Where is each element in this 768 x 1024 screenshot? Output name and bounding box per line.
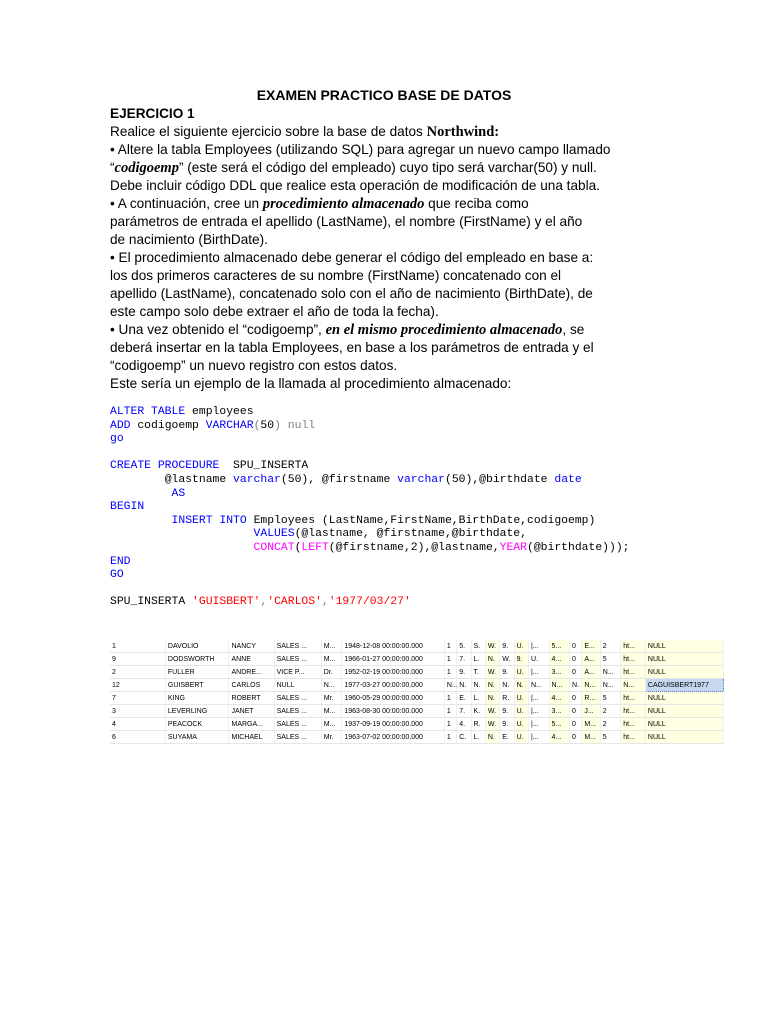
result-row [110, 731, 724, 744]
result-cell[interactable]: MARGA... [229, 718, 274, 731]
result-cell[interactable]: M... [321, 718, 342, 731]
result-cell[interactable]: 5... [549, 640, 570, 653]
result-cell[interactable]: VICE P... [274, 666, 321, 679]
result-cell[interactable]: Dr. [321, 666, 342, 679]
bullet-2-line-2: parámetros de entrada el apellido (LastName), el nombre (FirstName) y el año [110, 214, 583, 229]
result-cell[interactable]: MICHAEL [229, 731, 274, 744]
result-cell[interactable]: 2 [110, 666, 165, 679]
bullet-2-line-1 [110, 195, 650, 213]
result-cell[interactable]: NULL [645, 653, 723, 666]
result-cell[interactable]: N... [600, 666, 621, 679]
sql-keyword: go [110, 433, 124, 446]
open-quote: “ [110, 160, 115, 175]
result-row [110, 653, 724, 666]
result-cell[interactable]: A... [582, 653, 600, 666]
result-cell[interactable]: M... [582, 731, 600, 744]
result-cell[interactable]: W. [485, 666, 499, 679]
intro-text: Realice el siguiente ejercicio sobre la base de datos [110, 124, 427, 139]
result-cell[interactable]: E... [582, 640, 600, 653]
result-cell[interactable]: R. [471, 718, 485, 731]
sql-text: Employees (LastName,FirstName,BirthDate,codigoemp) [246, 514, 596, 527]
bullet-1-line-2 [110, 159, 650, 177]
result-cell[interactable]: R. [500, 692, 514, 705]
result-cell[interactable]: 5 [600, 653, 621, 666]
sql-keyword: CREATE PROCEDURE [110, 460, 220, 473]
bullet-4-line-3: “codigoemp” un nuevo registro con estos datos. [110, 358, 398, 373]
result-cell[interactable]: 0 [570, 731, 582, 744]
result-cell[interactable]: K. [471, 705, 485, 718]
result-row [110, 679, 724, 692]
sql-text: SPU_INSERTA [110, 596, 193, 609]
result-cell[interactable]: U. [514, 666, 528, 679]
code-line [110, 556, 630, 570]
sql-keyword: GO [110, 569, 124, 582]
result-cell[interactable]: T. [471, 666, 485, 679]
sql-text: (50), @firstname [280, 473, 398, 486]
result-cell[interactable]: U. [514, 692, 528, 705]
code-line [110, 569, 630, 583]
result-cell[interactable]: 4... [549, 653, 570, 666]
result-cell[interactable]: W. [485, 705, 499, 718]
result-cell[interactable]: 4... [549, 692, 570, 705]
result-cell[interactable]: 9. [500, 718, 514, 731]
result-cell[interactable]: ANDRE... [229, 666, 274, 679]
result-cell[interactable]: SALES ... [274, 692, 321, 705]
result-cell[interactable]: 0 [570, 653, 582, 666]
code-line [110, 528, 630, 542]
result-cell[interactable]: 9. [500, 666, 514, 679]
query-result-grid [110, 640, 724, 744]
result-cell[interactable]: N... [444, 679, 456, 692]
result-cell[interactable]: N... [549, 679, 570, 692]
result-cell[interactable]: U. [514, 640, 528, 653]
sql-type: date [554, 473, 582, 486]
sql-keyword: VALUES [253, 528, 295, 541]
code-line [110, 406, 630, 420]
result-cell[interactable]: 1 [444, 705, 456, 718]
bullet-4-line-1 [110, 321, 650, 339]
result-cell[interactable]: 2 [600, 640, 621, 653]
result-row [110, 705, 724, 718]
bullet-2-line-3: de nacimiento (BirthDate). [110, 232, 268, 247]
code-line [110, 460, 630, 474]
sql-type: VARCHAR [205, 419, 254, 432]
result-cell[interactable]: 3 [110, 705, 165, 718]
result-cell[interactable]: N... [321, 679, 342, 692]
result-cell[interactable]: 12 [110, 679, 165, 692]
result-cell[interactable]: 1 [444, 692, 456, 705]
result-cell[interactable]: M... [321, 640, 342, 653]
result-cell[interactable]: W. [485, 640, 499, 653]
result-cell[interactable]: N. [485, 679, 499, 692]
sql-indent [110, 515, 172, 527]
result-cell[interactable]: 4 [110, 718, 165, 731]
result-cell[interactable]: 6 [110, 731, 165, 744]
result-cell[interactable]: KING [165, 692, 229, 705]
result-cell[interactable]: 1977-03-27 00:00:00.000 [342, 679, 445, 692]
result-cell[interactable]: 2 [600, 705, 621, 718]
result-cell[interactable]: J... [582, 705, 600, 718]
result-cell[interactable]: U. [514, 731, 528, 744]
result-cell[interactable]: N. [485, 653, 499, 666]
result-cell[interactable]: |... [528, 731, 549, 744]
result-cell[interactable]: 7 [110, 692, 165, 705]
result-cell[interactable]: NULL [645, 731, 723, 744]
bullet-1-line-1: • Altere la tabla Employees (utilizando SQL) para agregar un nuevo campo llamado [110, 142, 611, 157]
result-cell[interactable]: C. [457, 731, 471, 744]
result-cell[interactable]: 1 [444, 666, 456, 679]
result-cell[interactable]: 5 [600, 731, 621, 744]
result-cell[interactable]: NULL [645, 692, 723, 705]
result-cell[interactable]: ht... [621, 731, 646, 744]
result-cell[interactable]: SALES ... [274, 731, 321, 744]
sql-text: (@lastname, @firstname,@birthdate, [294, 528, 527, 541]
sql-keyword: ALTER TABLE [110, 406, 186, 418]
result-cell[interactable]: 1 [444, 718, 456, 731]
result-cell[interactable]: |... [528, 666, 549, 679]
result-cell[interactable]: NULL [645, 640, 723, 653]
sql-function: LEFT [301, 541, 329, 554]
code-line [110, 501, 630, 515]
result-cell[interactable]: 4... [549, 731, 570, 744]
result-cell[interactable]: CARLOS [229, 679, 274, 692]
result-cell[interactable]: SALES ... [274, 640, 321, 653]
result-cell[interactable]: M... [321, 705, 342, 718]
result-cell[interactable]: PEACOCK [165, 718, 229, 731]
sql-keyword: AS [171, 487, 186, 500]
code-line-blank [110, 583, 630, 597]
result-cell[interactable]: N. [457, 679, 471, 692]
code-line-blank [110, 447, 630, 461]
exercise-heading: EJERCICIO 1 [110, 106, 195, 121]
result-cell[interactable]: 0 [570, 718, 582, 731]
bullet-4-line-2: deberá insertar en la tabla Employees, en base a los parámetros de entrada y el [110, 340, 594, 355]
sql-indent [110, 488, 172, 500]
result-cell[interactable]: U. [528, 653, 549, 666]
sql-keyword: INSERT INTO [171, 514, 247, 527]
bullet-2-emphasis: procedimiento almacenado [262, 196, 425, 212]
result-cell[interactable]: 1 [444, 731, 456, 744]
result-cell[interactable]: N. [485, 731, 499, 744]
result-cell[interactable]: DODSWORTH [165, 653, 229, 666]
result-cell[interactable]: N. [485, 692, 499, 705]
sql-text: codigoemp [130, 419, 206, 432]
result-cell[interactable]: 1963-08-30 00:00:00.000 [342, 705, 445, 718]
intro-line [110, 123, 650, 141]
result-cell[interactable]: U. [514, 718, 528, 731]
result-cell[interactable]: NULL [645, 666, 723, 679]
exercise-text [110, 105, 650, 393]
result-cell[interactable]: N... [600, 679, 621, 692]
sql-function: CONCAT [253, 541, 295, 554]
result-cell[interactable]: SALES ... [274, 718, 321, 731]
result-cell[interactable]: 1 [444, 640, 456, 653]
result-cell[interactable]: A... [582, 666, 600, 679]
result-cell[interactable]: DAVOLIO [165, 640, 229, 653]
result-cell[interactable]: L. [471, 692, 485, 705]
sql-punct: ( [253, 419, 261, 432]
bullet-3-line-1: • El procedimiento almacenado debe generar el código del empleado en base a: [110, 250, 594, 265]
result-cell[interactable]: N. [570, 679, 582, 692]
sql-keyword: BEGIN [110, 501, 145, 514]
result-cell[interactable]: SALES ... [274, 653, 321, 666]
result-cell[interactable]: 9. [457, 666, 471, 679]
sql-null: null [280, 419, 316, 432]
result-cell[interactable]: S. [471, 640, 485, 653]
sql-type: varchar [233, 473, 281, 486]
result-cell[interactable]: 3... [549, 666, 570, 679]
result-cell[interactable]: W. [485, 718, 499, 731]
result-cell[interactable]: 1 [110, 640, 165, 653]
result-cell[interactable]: 4. [457, 718, 471, 731]
result-cell[interactable]: R... [582, 692, 600, 705]
sql-keyword: END [110, 555, 131, 568]
result-row [110, 666, 724, 679]
field-name: codigoemp [114, 160, 179, 176]
sql-indent [110, 542, 254, 554]
bullet-4-line-4: Este sería un ejemplo de la llamada al procedimiento almacenado: [110, 376, 512, 391]
result-cell[interactable]: 5. [457, 640, 471, 653]
result-cell[interactable]: ht... [621, 640, 646, 653]
code-line [110, 488, 630, 502]
result-cell[interactable]: |... [528, 640, 549, 653]
result-cell[interactable]: 1963-07-02 00:00:00.000 [342, 731, 445, 744]
result-cell[interactable]: SALES ... [274, 705, 321, 718]
result-cell[interactable]: 9. [514, 653, 528, 666]
result-cell[interactable]: N. [514, 679, 528, 692]
sql-text: (@birthdate))); [526, 541, 630, 554]
database-name: Northwind: [426, 124, 500, 140]
sql-text: ( [294, 541, 302, 554]
sql-punct: , [321, 596, 329, 609]
bullet-4-emphasis: en el mismo procedimiento almacenado [325, 322, 563, 338]
result-cell[interactable]: 1952-02-19 00:00:00.000 [342, 666, 445, 679]
result-cell[interactable]: L. [471, 731, 485, 744]
bullet-3-line-2: los dos primeros caracteres de su nombre (FirstName) concatenado con el [110, 268, 562, 283]
result-cell[interactable]: |... [528, 705, 549, 718]
sql-text: (@firstname,2),@lastname, [328, 541, 500, 554]
sql-indent [110, 474, 165, 486]
result-cell[interactable]: 1948-12-08 00:00:00.000 [342, 640, 445, 653]
bullet-1-line-3: Debe incluir código DDL que realice esta operación de modificación de una tabla. [110, 178, 600, 193]
sql-string: '1977/03/27' [328, 596, 411, 609]
result-cell[interactable]: E. [500, 731, 514, 744]
result-cell[interactable]: NULL [274, 679, 321, 692]
result-cell[interactable]: 9 [110, 653, 165, 666]
sql-text: SPU_INSERTA [219, 460, 309, 473]
result-cell[interactable]: E. [457, 692, 471, 705]
sql-code-block [110, 406, 630, 610]
sql-text: @lastname [164, 473, 234, 486]
bullet-4-post: , se [562, 322, 585, 337]
result-cell[interactable]: N. [500, 679, 514, 692]
bullet-1-rest: ” (este será el código del empleado) cuyo tipo será varchar(50) y null. [178, 160, 597, 175]
result-cell[interactable]: 0 [570, 666, 582, 679]
result-cell[interactable]: 5... [549, 718, 570, 731]
code-line [110, 596, 630, 610]
result-cell[interactable]: 1 [444, 653, 456, 666]
result-cell[interactable]: 0 [570, 705, 582, 718]
result-cell[interactable]: L. [471, 653, 485, 666]
sql-indent [110, 528, 254, 540]
result-cell[interactable]: |... [528, 718, 549, 731]
sql-function: YEAR [499, 541, 527, 554]
result-cell[interactable]: 2 [600, 718, 621, 731]
result-cell[interactable]: GUISBERT [165, 679, 229, 692]
result-cell[interactable]: M... [321, 653, 342, 666]
sql-punct: ) [274, 419, 281, 432]
sql-text: employees [185, 406, 254, 418]
result-cell[interactable]: 7. [457, 653, 471, 666]
result-cell[interactable]: ht... [621, 692, 646, 705]
bullet-4-pre: • Una vez obtenido el “codigoemp”, [110, 322, 326, 337]
result-cell[interactable]: ht... [621, 653, 646, 666]
bullet-3-line-3: apellido (LastName), concatenado solo con el año de nacimiento (BirthDate), de [110, 286, 593, 301]
sql-keyword: ADD [110, 419, 131, 432]
result-cell[interactable]: NULL [645, 718, 723, 731]
code-line [110, 420, 630, 434]
result-cell[interactable]: U. [514, 705, 528, 718]
sql-type: varchar [397, 473, 445, 486]
result-row [110, 640, 724, 653]
result-cell[interactable]: 9. [500, 705, 514, 718]
result-cell[interactable]: 0 [570, 692, 582, 705]
result-row [110, 718, 724, 731]
code-line [110, 515, 630, 529]
result-cell[interactable]: ht... [621, 705, 646, 718]
result-cell[interactable]: ROBERT [229, 692, 274, 705]
result-row [110, 692, 724, 705]
result-cell[interactable]: ANNE [229, 653, 274, 666]
result-cell[interactable]: Mr. [321, 731, 342, 744]
sql-text: (50),@birthdate [444, 473, 555, 486]
bullet-2-pre: • A continuación, cree un [110, 196, 263, 211]
result-cell[interactable]: ht... [621, 718, 646, 731]
code-line [110, 433, 630, 447]
result-cell[interactable]: W. [500, 653, 514, 666]
result-cell[interactable]: 1937-09-19 00:00:00.000 [342, 718, 445, 731]
code-line [110, 542, 630, 556]
sql-punct: , [260, 596, 268, 609]
result-cell[interactable]: N. [471, 679, 485, 692]
result-cell[interactable]: |... [528, 692, 549, 705]
result-cell[interactable]: ht... [621, 666, 646, 679]
page-title: EXAMEN PRACTICO BASE DE DATOS [256, 87, 512, 103]
result-cell[interactable]: N... [528, 679, 549, 692]
bullet-3-line-4: este campo solo debe extraer el año de toda la fecha). [110, 304, 439, 319]
result-cell[interactable]: 0 [570, 640, 582, 653]
result-cell[interactable]: FULLER [165, 666, 229, 679]
result-cell[interactable]: Mr. [321, 692, 342, 705]
result-cell[interactable]: SUYAMA [165, 731, 229, 744]
result-cell[interactable]: NULL [645, 705, 723, 718]
result-cell[interactable]: 1966-01-27 00:00:00.000 [342, 653, 445, 666]
code-line [110, 474, 630, 488]
result-cell[interactable]: 7. [457, 705, 471, 718]
result-cell[interactable]: 3... [549, 705, 570, 718]
result-cell[interactable]: 9. [500, 640, 514, 653]
bullet-2-post: que reciba como [424, 196, 529, 211]
result-cell[interactable]: NANCY [229, 640, 274, 653]
result-cell[interactable]: CAGUISBERT1977 [645, 679, 723, 692]
sql-number: 50 [260, 419, 275, 432]
result-cell[interactable]: M... [582, 718, 600, 731]
result-cell[interactable]: LEVERLING [165, 705, 229, 718]
result-cell[interactable]: 5 [600, 692, 621, 705]
sql-string: 'GUISBERT' [192, 596, 261, 609]
result-cell[interactable]: JANET [229, 705, 274, 718]
sql-string: 'CARLOS' [267, 596, 322, 609]
result-cell[interactable]: 1960-05-29 00:00:00.000 [342, 692, 445, 705]
result-cell[interactable]: N... [582, 679, 600, 692]
result-cell[interactable]: N... [621, 679, 646, 692]
